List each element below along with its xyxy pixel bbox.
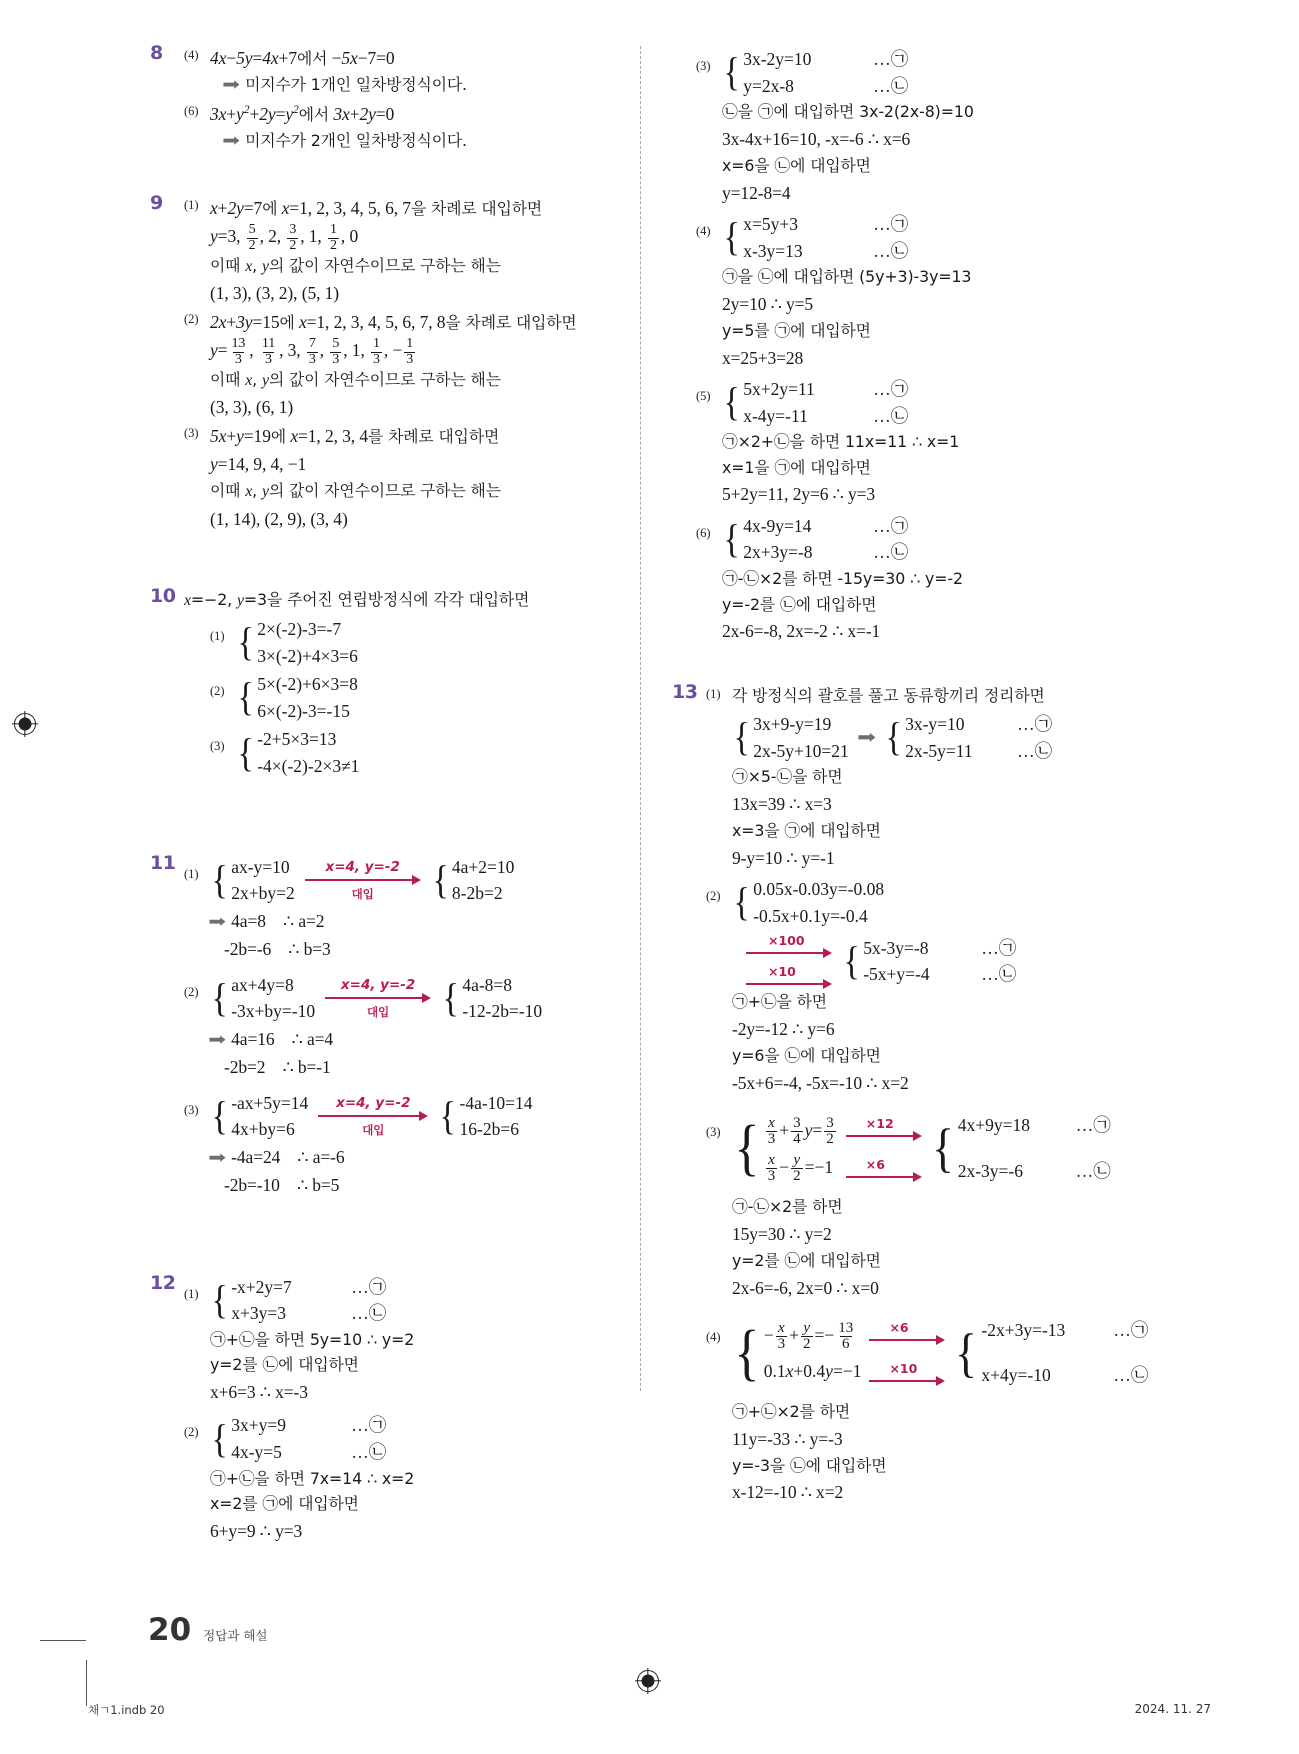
equation-tag: …㉡: [351, 1442, 387, 1462]
equation: 4x-y=5: [231, 1442, 282, 1462]
step-line: y=12-8=4: [722, 182, 791, 203]
y-values: y=3, $\frac{5}{2}$ , 2, $\frac{3}{2}$ , 1, $\frac{1}{2}$ , 0: [210, 222, 359, 253]
sub-label: (1): [184, 1286, 199, 1301]
equation-tag: …㉠: [981, 937, 1017, 958]
step-line: -2y=-12 ∴ y=6: [732, 1018, 835, 1039]
brace-icon: {: [211, 1092, 228, 1138]
brace-icon: {: [885, 714, 902, 760]
equation: -4a-10=14: [459, 1092, 533, 1113]
equation-tag: …㉡: [873, 75, 909, 96]
multiplier-label: ×10: [889, 1361, 918, 1377]
multiplier-label: ×10: [768, 964, 796, 980]
right-arrow-icon: ➡: [208, 1029, 226, 1049]
sub-label: (2): [184, 311, 199, 326]
equation-system: [722, 46, 908, 99]
trim-mark-horizontal: [40, 1640, 86, 1641]
equation: -3x+by=-10: [231, 1001, 316, 1022]
substitution-label: 대입: [362, 1122, 385, 1137]
note-line: 이때 x, y의 값이 자연수이므로 구하는 해는: [210, 369, 501, 389]
step-line: 11y=-33 ∴ y=-3: [732, 1428, 843, 1449]
equation-system-source: [732, 1112, 838, 1186]
multiply-arrow-12: [846, 1116, 922, 1141]
step-line: ㉠+㉡을 하면: [732, 992, 827, 1012]
arrow-icon: [305, 876, 421, 885]
equation: 3x-2y=10: [743, 49, 812, 69]
y-values: y=14, 9, 4, −1: [210, 454, 307, 475]
equation-system-result: [953, 1308, 1148, 1399]
equation: 6×(-2)-3=-15: [257, 700, 350, 721]
equation-system: [210, 1412, 386, 1465]
equation-system-source: [210, 1090, 308, 1143]
equation-tag: …㉠: [1113, 1319, 1149, 1340]
sub-label: (1): [184, 197, 199, 212]
step-line: ㉠×5-㉡을 하면: [732, 767, 843, 787]
step-line: ㉠+㉡을 하면 7x=14 ∴ x=2: [210, 1468, 415, 1488]
conclusion-line: ➡ 미지수가 2개인 일차방정식이다.: [224, 128, 630, 156]
arrow-icon: [325, 994, 431, 1003]
substitution-arrow: [318, 1095, 428, 1138]
arrow-icon: [869, 1336, 945, 1345]
equation: 2x-5y+10=21: [753, 740, 849, 761]
step-line: y=2를 ㉡에 대입하면: [732, 1251, 881, 1270]
brace-icon: {: [723, 379, 740, 425]
step-line: y=2를 ㉡에 대입하면: [210, 1355, 359, 1375]
question-13: [672, 683, 1152, 1506]
arrow-icon: [318, 1112, 428, 1121]
step-line: x-12=-10 ∴ x=2: [732, 1482, 844, 1503]
equation-system: [722, 513, 908, 566]
substitution-arrow: [325, 977, 431, 1020]
brace-icon: {: [237, 674, 254, 720]
right-arrow-icon: ➡: [856, 727, 876, 748]
arrow-icon: [869, 1377, 945, 1386]
equation: x-3y=13: [743, 240, 803, 261]
y-values: y= $\frac{13}{3}$ , $\frac{11}{3}$ , 3, $\frac{7}{3}$ , $\frac{5}{3}$ , 1, $\frac{1}{3}$ , − $\frac{1}{3}$: [210, 336, 414, 367]
equation: x=5y+3: [743, 214, 798, 235]
question-8: 8 (4) 4x−5y=4x+7에서 −5x−7=0 ➡ 미지수가 1개인 일차방정식이다. (6) $3x+y^2+2y=y^2$에서 3x+2y=0 ➡ 미지수가 2개인 일차방정식이다.: [150, 44, 630, 156]
footer-label: 정답과 해설: [203, 1628, 268, 1643]
brace-icon: {: [723, 49, 740, 95]
note-line: 이때 x, y의 값이 자연수이므로 구하는 해는: [210, 255, 501, 275]
brace-icon: {: [734, 1319, 760, 1387]
equation-system-source: [732, 876, 884, 929]
equation: 2x+3y=-8: [743, 542, 813, 563]
equation-tag: …㉠: [1075, 1115, 1111, 1136]
equation: 3x+9-y=19: [753, 714, 832, 735]
brace-icon: {: [843, 937, 860, 983]
equation-tag: …㉠: [1017, 714, 1053, 735]
equation: 3×(-2)+4×3=6: [257, 645, 358, 666]
sub-label: (2): [184, 984, 199, 999]
result-line: ➡ 4a=8 ∴ a=2: [210, 907, 630, 936]
brace-icon: {: [955, 1323, 978, 1384]
equation: x-4y=-11: [743, 405, 808, 426]
equation-tag: …㉠: [351, 1415, 387, 1436]
question-number-10: 10: [150, 585, 176, 608]
equation-tag: …㉠: [351, 1276, 387, 1297]
sub-label: (1): [210, 628, 225, 643]
equation: y=2x-8: [743, 75, 794, 96]
step-line: ㉠+㉡을 하면 5y=10 ∴ y=2: [210, 1329, 415, 1349]
equation: 4x+by=6: [231, 1119, 295, 1140]
multiply-arrow-10: [869, 1361, 945, 1386]
step-line: 6+y=9 ∴ y=3: [210, 1520, 303, 1541]
step-line: y=5를 ㉠에 대입하면: [722, 321, 871, 341]
page-footer: [148, 1612, 268, 1648]
equation-tag: …㉡: [1113, 1365, 1149, 1386]
equation-system-result: [431, 854, 515, 907]
sub-label: (6): [696, 525, 711, 540]
equation: 0.1x+0.4y=−1: [763, 1361, 862, 1382]
equation: 2x+by=2: [231, 883, 295, 904]
step-line: 2y=10 ∴ y=5: [722, 293, 814, 314]
column-divider: [640, 46, 641, 1391]
registration-mark-left: [14, 713, 36, 735]
sub-label: (4): [706, 1329, 721, 1344]
arrow-icon: [846, 1173, 922, 1182]
sub-label: (2): [184, 1425, 199, 1440]
multiply-arrow-6: [846, 1157, 922, 1182]
question-12-continued: [672, 46, 1152, 645]
step-line: ㉠×2+㉡을 하면 11x=11 ∴ x=1: [722, 432, 960, 452]
sub-label: (3): [706, 1125, 721, 1140]
multiply-arrow-100: [746, 933, 832, 958]
equation: $\frac{x}{3}$ + $\frac{3}{4}$ y= $\frac{3}{2}$: [767, 1115, 834, 1148]
equation-system-source: [210, 972, 315, 1025]
note-line: 이때 x, y의 값이 자연수이므로 구하는 해는: [210, 481, 501, 501]
equation: -x+2y=7: [231, 1276, 292, 1297]
equation-system-source: [732, 711, 849, 764]
equation: 3x-y=10: [905, 714, 965, 735]
question-number-12: 12: [150, 1271, 176, 1294]
sub-label: (2): [210, 684, 225, 699]
multiplier-label: ×12: [865, 1115, 894, 1131]
brace-icon: {: [211, 1415, 228, 1461]
equation-tag: …㉡: [351, 1303, 387, 1324]
equation-system-result: [438, 1090, 532, 1143]
equation: 2x-5y=11: [905, 740, 973, 761]
sub-label: (4): [696, 224, 711, 239]
multiply-arrow-6: [869, 1320, 945, 1345]
equation: ax+4y=8: [231, 974, 294, 995]
substitution-values: x=4, y=-2: [336, 1094, 411, 1111]
registration-mark-bottom: [637, 1670, 659, 1692]
result-line: -2b=-10 ∴ b=5: [224, 1175, 340, 1196]
equation: 5×(-2)+6×3=8: [257, 674, 358, 695]
brace-icon: {: [432, 856, 449, 902]
step-line: ㉡을 ㉠에 대입하면 3x-2(2x-8)=10: [722, 102, 974, 122]
sub-label: (1): [706, 687, 721, 702]
step-line: x=1을 ㉠에 대입하면: [722, 457, 871, 477]
equation-system-result: [930, 1103, 1111, 1194]
equation: ax-y=10: [231, 856, 290, 877]
step-line: ㉠을 ㉡에 대입하면 (5y+3)-3y=13: [722, 267, 972, 287]
arrow-icon: [746, 980, 832, 989]
step-line: x=6을 ㉡에 대입하면: [722, 156, 871, 176]
question-number-9: 9: [150, 191, 163, 214]
equation-tag: …㉡: [873, 405, 909, 426]
equation-system: [210, 1274, 386, 1327]
substitution-values: x=4, y=-2: [340, 976, 416, 993]
equation: 16-2b=6: [459, 1119, 519, 1140]
brace-icon: {: [439, 1092, 457, 1138]
intro-line: 각 방정식의 괄호를 풀고 동류항끼리 정리하면: [732, 686, 1045, 706]
step-line: x+6=3 ∴ x=-3: [210, 1382, 308, 1403]
conclusion-line: ➡ 미지수가 1개인 일차방정식이다.: [224, 72, 630, 100]
sub-label: (6): [184, 103, 199, 118]
question-number-8: 8: [150, 42, 163, 64]
result-line: ➡ -4a=24 ∴ a=-6: [210, 1143, 630, 1172]
equation-system: [236, 671, 358, 724]
step-line: y=-3을 ㉡에 대입하면: [732, 1455, 887, 1475]
step-line: ㉠+㉡×2를 하면: [732, 1401, 851, 1421]
step-line: 13x=39 ∴ x=3: [732, 793, 832, 814]
sub-label: (3): [696, 59, 711, 73]
step-line: 15y=30 ∴ y=2: [732, 1223, 832, 1244]
equation: 5x-3y=-8: [863, 937, 929, 958]
question-9: 9 (1) x+2y=7에 x=1, 2, 3, 4, 5, 6, 7을 차례로 대입하면 y=3, $\frac{5}{2}$ , 2, $\frac{3}{2}$ , 1, $\frac{1}{2}$ , 0 이때 x, y의 값이 자연수이므로 구하는 해는 (1, 3), (3, 2), (5, 1) (2) 2x+3y=15에 x=1, 2, 3, 4, 5, 6, 7, 8을 차례로 대입하면 y= $\frac{13}{3}$ , $\frac{11}{3}$ , 3, $\frac{7}{3}$ , $\frac{5}{3}$ , 1, $\frac{1}{3}$ , − $\frac{1}{3}$ 이때 x, y의 값이 자연수이므로 구하는 해는 (3, 3), (6, 1) (3) 5x+y=19에 x=1, 2, 3, 4를 차례로 대입하면 y=14, 9, 4, −1 이때 x, y의 값이 자연수이므로 구하는 해는 (1, 14), (2, 9), (3, 4): [150, 194, 630, 534]
equation: -2+5×3=13: [257, 729, 337, 750]
multiply-arrow-10: [746, 964, 832, 989]
step-line: 2x-6=-6, 2x=0 ∴ x=0: [732, 1277, 879, 1298]
result-line: -2b=-6 ∴ b=3: [224, 939, 331, 960]
sub-label: (3): [184, 1102, 199, 1117]
sub-label: (1): [184, 866, 199, 881]
equation: -0.5x+0.1y=-0.4: [753, 905, 868, 926]
question-12: [150, 1271, 630, 1545]
substitution-arrow: [305, 859, 421, 902]
equation-system: [236, 616, 358, 669]
right-arrow-icon: ➡: [222, 131, 240, 152]
equation-tag: …㉡: [981, 964, 1017, 985]
brace-icon: {: [723, 515, 740, 561]
equation-system-result: [441, 972, 542, 1025]
step-line: x=3을 ㉠에 대입하면: [732, 821, 881, 841]
brace-icon: {: [211, 856, 228, 902]
multiplier-label: ×6: [865, 1156, 885, 1172]
step-line: -5x+6=-4, -5x=-10 ∴ x=2: [732, 1072, 909, 1093]
brace-icon: {: [733, 879, 750, 925]
equation: 4a+2=10: [451, 856, 515, 877]
equation: -2x+3y=-13: [981, 1319, 1066, 1340]
equation: x+3y=3: [231, 1303, 286, 1324]
sub-label: (5): [696, 389, 711, 404]
step-line: 9-y=10 ∴ y=-1: [732, 847, 835, 868]
equation: x+4y=-10: [981, 1365, 1051, 1386]
equation-tag: …㉠: [873, 49, 909, 69]
brace-icon: {: [237, 729, 254, 775]
equation: -ax+5y=14: [231, 1092, 309, 1113]
equation: − $\frac{x}{3}$ + $\frac{y}{2}$ =− $\frac{13}{6}$: [763, 1319, 854, 1353]
equation-tag: …㉠: [873, 515, 909, 536]
equation: 2x-3y=-6: [957, 1160, 1023, 1181]
equation-system: [722, 211, 908, 264]
brace-icon: {: [211, 974, 228, 1020]
brace-icon: {: [211, 1276, 228, 1322]
sub-label: (3): [184, 425, 199, 440]
step-line: ㉠-㉡×2를 하면: [732, 1197, 843, 1217]
equation: -4×(-2)-2×3≠1: [257, 755, 360, 776]
multiplier-label: ×6: [889, 1320, 909, 1336]
step-line: y=6을 ㉡에 대입하면: [732, 1046, 881, 1066]
equation-system-result: [884, 711, 1052, 764]
multiplier-label: ×100: [768, 933, 805, 949]
question-10: [150, 587, 630, 779]
step-line: x=25+3=28: [722, 347, 804, 368]
brace-icon: {: [734, 1114, 760, 1183]
equation-system-source: [732, 1317, 861, 1391]
brace-icon: {: [442, 974, 459, 1020]
equation: 4a-8=8: [462, 974, 513, 995]
intro-line: x=−2, y=3을 주어진 연립방정식에 각각 대입하면: [184, 590, 530, 610]
substitution-label: 대입: [367, 1004, 390, 1019]
question-number-13: 13: [672, 681, 698, 704]
sub-label: (3): [210, 739, 225, 754]
substitution-label: 대입: [351, 886, 374, 901]
equation-tag: …㉡: [873, 240, 909, 261]
equation: -5x+y=-4: [863, 964, 930, 985]
brace-icon: {: [237, 619, 254, 665]
right-arrow-icon: ➡: [208, 911, 226, 931]
brace-icon: {: [723, 214, 740, 260]
sub-label: (2): [706, 889, 721, 904]
equation: 5x+2y=11: [743, 379, 815, 400]
step-line: x=2를 ㉠에 대입하면: [210, 1494, 359, 1514]
equation-system: [722, 376, 908, 429]
solutions: (1, 14), (2, 9), (3, 4): [210, 509, 348, 530]
equation-system: [236, 726, 359, 779]
arrow-icon: [746, 949, 832, 958]
left-column: [150, 44, 630, 1549]
brace-icon: {: [931, 1118, 954, 1179]
equation: $\frac{x}{3}$ − $\frac{y}{2}$ =−1: [767, 1151, 834, 1185]
question-number-11: 11: [150, 851, 176, 874]
brace-icon: {: [733, 714, 750, 760]
sub-label: (4): [184, 48, 199, 62]
solutions: (3, 3), (6, 1): [210, 397, 294, 418]
equation-tag: …㉡: [1017, 740, 1053, 761]
step-line: 2x-6=-8, 2x=-2 ∴ x=-1: [722, 621, 881, 642]
equation: 4x+9y=18: [957, 1115, 1030, 1136]
equation: 0.05x-0.03y=-0.08: [753, 879, 885, 900]
right-column: [672, 44, 1152, 1511]
equation-tag: …㉠: [873, 379, 909, 400]
right-arrow-icon: ➡: [222, 75, 240, 96]
equation-tag: …㉠: [873, 214, 909, 235]
equation: 4x-9y=14: [743, 515, 812, 536]
step-line: 5+2y=11, 2y=6 ∴ y=3: [722, 484, 876, 505]
runhead-date: 2024. 11. 27: [1134, 1702, 1211, 1716]
equation-system-result: [842, 935, 1016, 988]
substitution-values: x=4, y=-2: [325, 858, 400, 875]
arrow-icon: [846, 1132, 922, 1141]
step-line: 3x-4x+16=10, -x=-6 ∴ x=6: [722, 128, 911, 149]
page-number: 20: [148, 1612, 192, 1648]
equation: -12-2b=-10: [462, 1001, 543, 1022]
step-line: ㉠-㉡×2를 하면 -15y=30 ∴ y=-2: [722, 568, 963, 588]
runhead-filename: 채ㄱ1.indb 20: [88, 1703, 165, 1717]
result-line: -2b=2 ∴ b=-1: [224, 1057, 331, 1078]
equation-system-source: [210, 854, 295, 907]
solutions: (1, 3), (3, 2), (5, 1): [210, 283, 340, 304]
equation-tag: …㉡: [873, 542, 909, 563]
equation: 3x+y=9: [231, 1415, 286, 1436]
question-11: [150, 851, 630, 1200]
right-arrow-icon: ➡: [208, 1147, 226, 1167]
equation: 2×(-2)-3=-7: [257, 618, 342, 639]
equation-tag: …㉡: [1075, 1160, 1111, 1181]
trim-mark-vertical: [86, 1660, 87, 1706]
result-line: ➡ 4a=16 ∴ a=4: [210, 1025, 630, 1054]
step-line: y=-2를 ㉡에 대입하면: [722, 594, 877, 614]
equation: 8-2b=2: [451, 883, 503, 904]
